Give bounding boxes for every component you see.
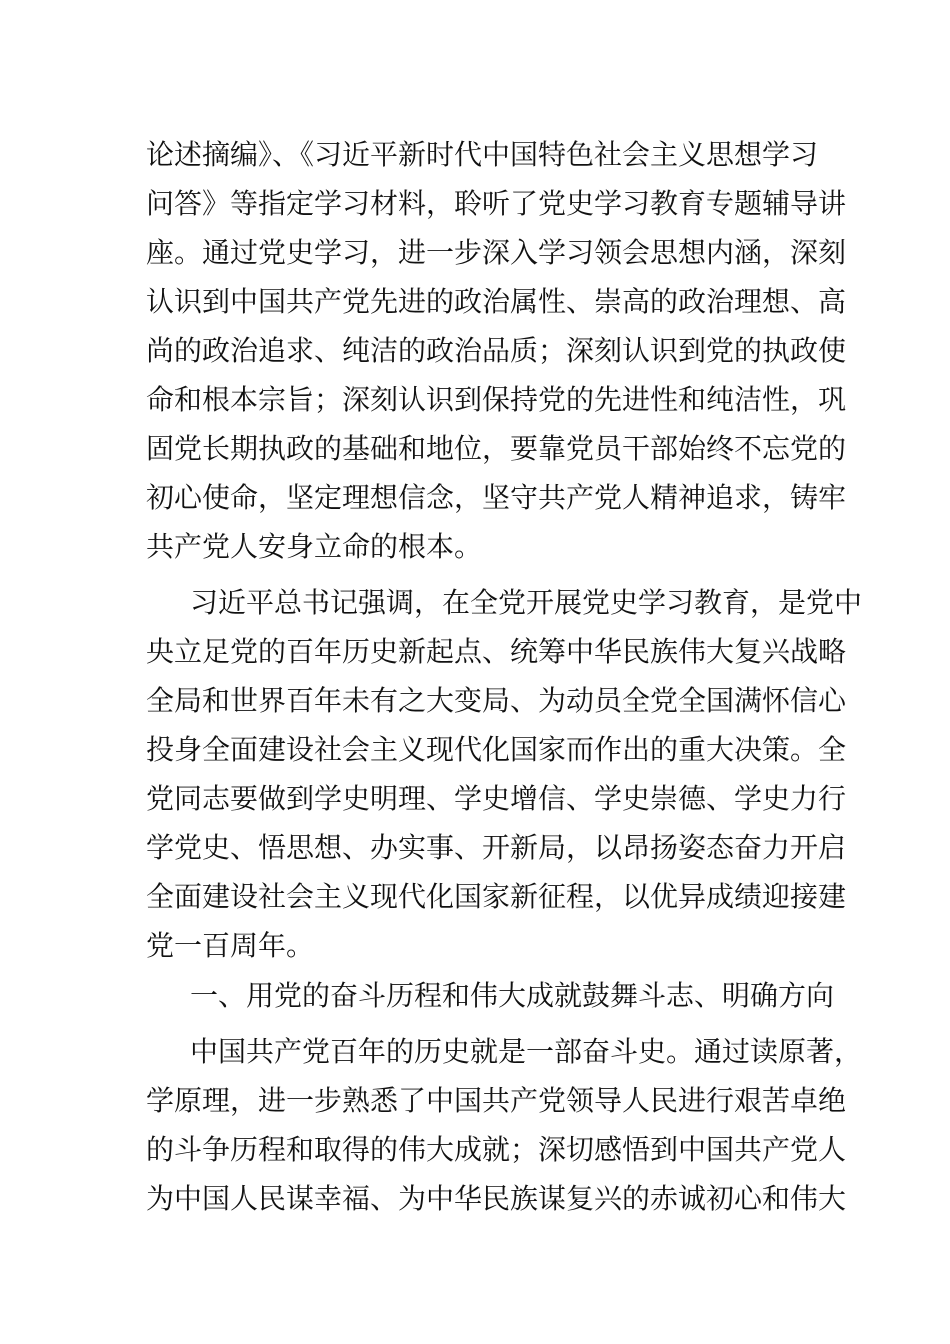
text-line: 尚的政治追求、纯洁的政治品质；深刻认识到党的执政使 <box>146 334 847 367</box>
text-line: 问答》等指定学习材料，聆听了党史学习教育专题辅导讲 <box>146 187 847 220</box>
section-heading: 一、用党的奋斗历程和伟大成就鼓舞斗志、明确方向 <box>190 979 835 1012</box>
text-line: 习近平总书记强调，在全党开展党史学习教育，是党中 <box>190 586 863 619</box>
text-line: 共产党人安身立命的根本。 <box>146 530 483 563</box>
text-line: 投身全面建设社会主义现代化国家而作出的重大决策。全 <box>146 733 847 766</box>
text-line: 座。通过党史学习，进一步深入学习领会思想内涵，深刻 <box>146 236 847 269</box>
text-line: 全局和世界百年未有之大变局、为动员全党全国满怀信心 <box>146 684 847 717</box>
text-line: 的斗争历程和取得的伟大成就；深切感悟到中国共产党人 <box>146 1133 847 1166</box>
text-line: 固党长期执政的基础和地位，要靠党员干部始终不忘党的 <box>146 432 847 465</box>
text-line: 党一百周年。 <box>146 929 315 962</box>
text-line: 认识到中国共产党先进的政治属性、崇高的政治理想、高 <box>146 285 847 318</box>
text-line: 党同志要做到学史明理、学史增信、学史崇德、学史力行 <box>146 782 847 815</box>
text-line: 学原理，进一步熟悉了中国共产党领导人民进行艰苦卓绝 <box>146 1084 847 1117</box>
text-line: 为中国人民谋幸福、为中华民族谋复兴的赤诚初心和伟大 <box>146 1182 847 1215</box>
text-line: 论述摘编》、《习近平新时代中国特色社会主义思想学习 <box>146 138 819 171</box>
text-line: 中国共产党百年的历史就是一部奋斗史。通过读原著， <box>190 1035 863 1068</box>
text-line: 全面建设社会主义现代化国家新征程，以优异成绩迎接建 <box>146 880 847 913</box>
text-line: 学党史、悟思想、办实事、开新局，以昂扬姿态奋力开启 <box>146 831 847 864</box>
text-line: 命和根本宗旨；深刻认识到保持党的先进性和纯洁性，巩 <box>146 383 847 416</box>
text-line: 央立足党的百年历史新起点、统筹中华民族伟大复兴战略 <box>146 635 847 668</box>
text-line: 初心使命，坚定理想信念，坚守共产党人精神追求，铸牢 <box>146 481 847 514</box>
